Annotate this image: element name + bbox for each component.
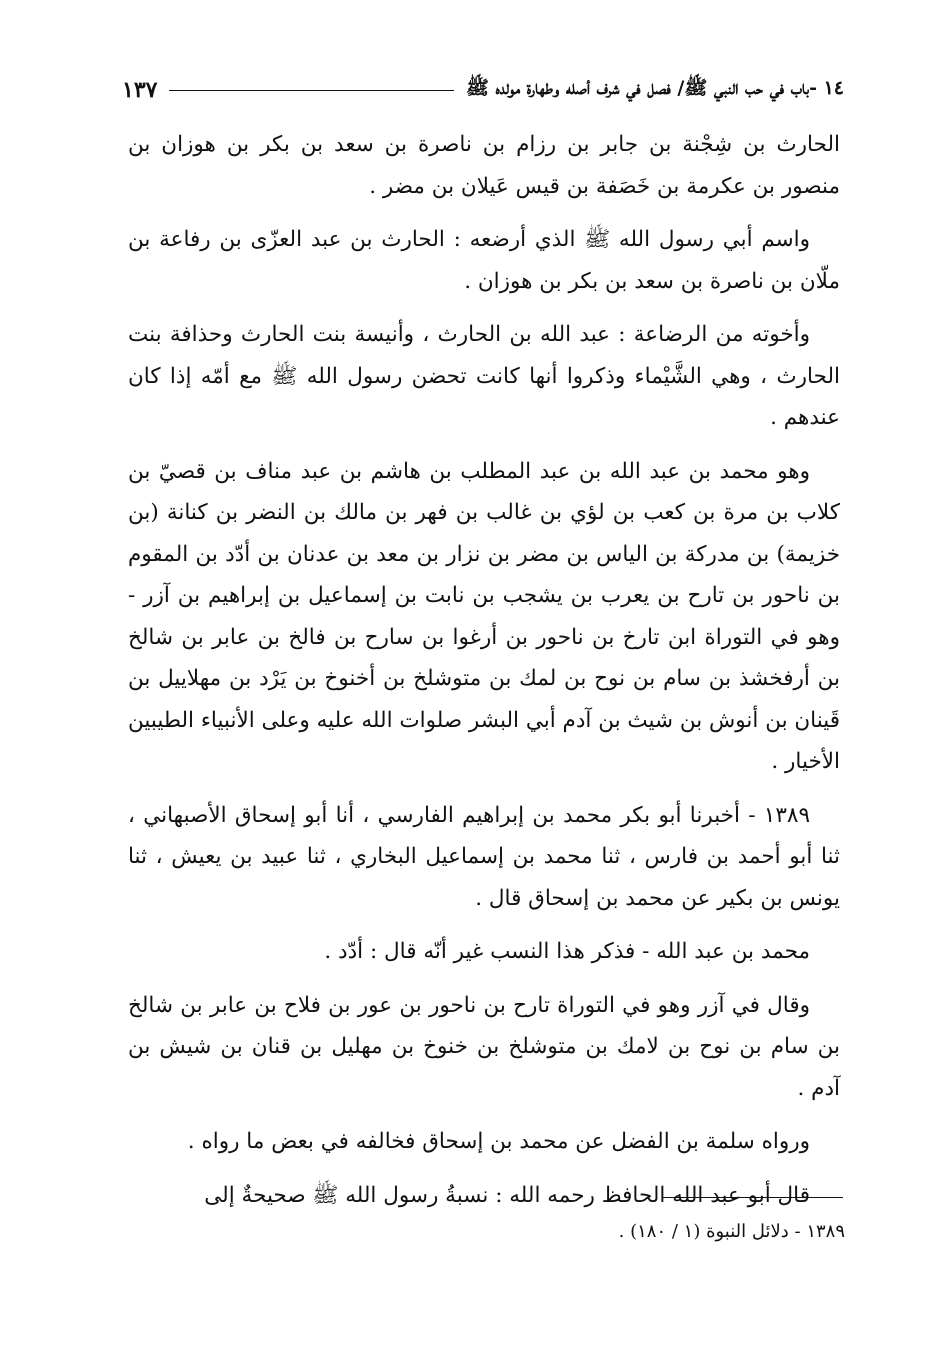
- footnote: ١٣٨٩ - دلائل النبوة (١ / ١٨٠) .: [618, 1221, 845, 1242]
- paragraph-2: واسم أبي رسول الله ﷺ الذي أرضعه : الحارث بن عبد العزّى بن رفاعة بن ملّان بن ناصرة بن سعد بن بكر بن هوزان .: [128, 227, 840, 294]
- paragraph-6: محمد بن عبد الله - فذكر هذا النسب غير أنّه قال : أدّد .: [324, 939, 810, 964]
- paragraph-9: قال أبو عبد الله الحافظ رحمه الله : نسبةُ رسول الله ﷺ صحيحةٌ إلى: [204, 1182, 810, 1208]
- paragraph-1: الحارث بن شِجْنة بن جابر بن رزام بن ناصرة بن سعد بن بكر بن هوزان بن منصور بن عكرمة بن خَصَفة بن قيس عَيلان بن مضر .: [128, 132, 840, 199]
- main-text: [128, 124, 840, 1228]
- running-header: [122, 70, 844, 110]
- paragraph-8: ورواه سلمة بن الفضل عن محمد بن إسحاق فخالفه في بعض ما رواه .: [187, 1129, 810, 1154]
- header-title: ١٤ -باب في حب النبي ﷺ/ فصل في شرف أصله وطهارة مولده ﷺ: [466, 77, 844, 99]
- paragraph-7: وقال في آزر وهو في التوراة تارح بن ناحور بن عور بن فلاح بن عابر بن شالخ بن سام بن نوح بن لامك بن متوشلخ بن خنوخ بن مهليل بن قنان بن شيش بن آدم .: [128, 992, 840, 1101]
- paragraph-4: وهو محمد بن عبد الله بن عبد المطلب بن هاشم بن عبد مناف بن قصيّ بن كلاب بن مرة بن كعب بن لؤي بن غالب بن فهر بن مالك بن النضر بن كنانة (بن خزيمة) بن مدركة بن الياس بن مضر بن نزار بن معد بن عدنان بن أدّد بن المقوم بن ناحور بن تارح بن يعرب بن يشجب بن نابت بن إسماعيل بن إبراهيم بن آزر - وهو في التوراة ابن تارخ بن ناحور بن أرغوا بن سارح بن فالخ بن عابر بن شالخ بن أرفخشذ بن سام بن نوح بن لمك بن متوشلخ بن أخنوخ بن يَرْد بن مهلاييل بن قَينان بن أنوش بن شيث بن آدم أبي البشر صلوات الله عليه وعلى الأنبياء الطيبين الأخيار .: [128, 458, 840, 774]
- paragraph-5: ١٣٨٩ - أخبرنا أبو بكر محمد بن إبراهيم الفارسي ، أنا أبو إسحاق الأصبهاني ، ثنا أبو أحمد بن فارس ، ثنا محمد بن إسماعيل البخاري ، ثنا عبيد بن يعيش ، ثنا يونس بن بكير عن محمد بن إسحاق قال .: [128, 802, 840, 911]
- header-rule: [169, 90, 454, 91]
- footnote-rule: [663, 1197, 843, 1198]
- paragraph-3: وأخوته من الرضاعة : عبد الله بن الحارث ، وأنيسة بنت الحارث وحذافة بنت الحارث ، وهي الشَّيْماء وذكروا أنها كانت تحضن رسول الله ﷺ مع أمّه إذا كان عندهم .: [128, 322, 840, 430]
- page-number: ١٣٧: [122, 77, 158, 103]
